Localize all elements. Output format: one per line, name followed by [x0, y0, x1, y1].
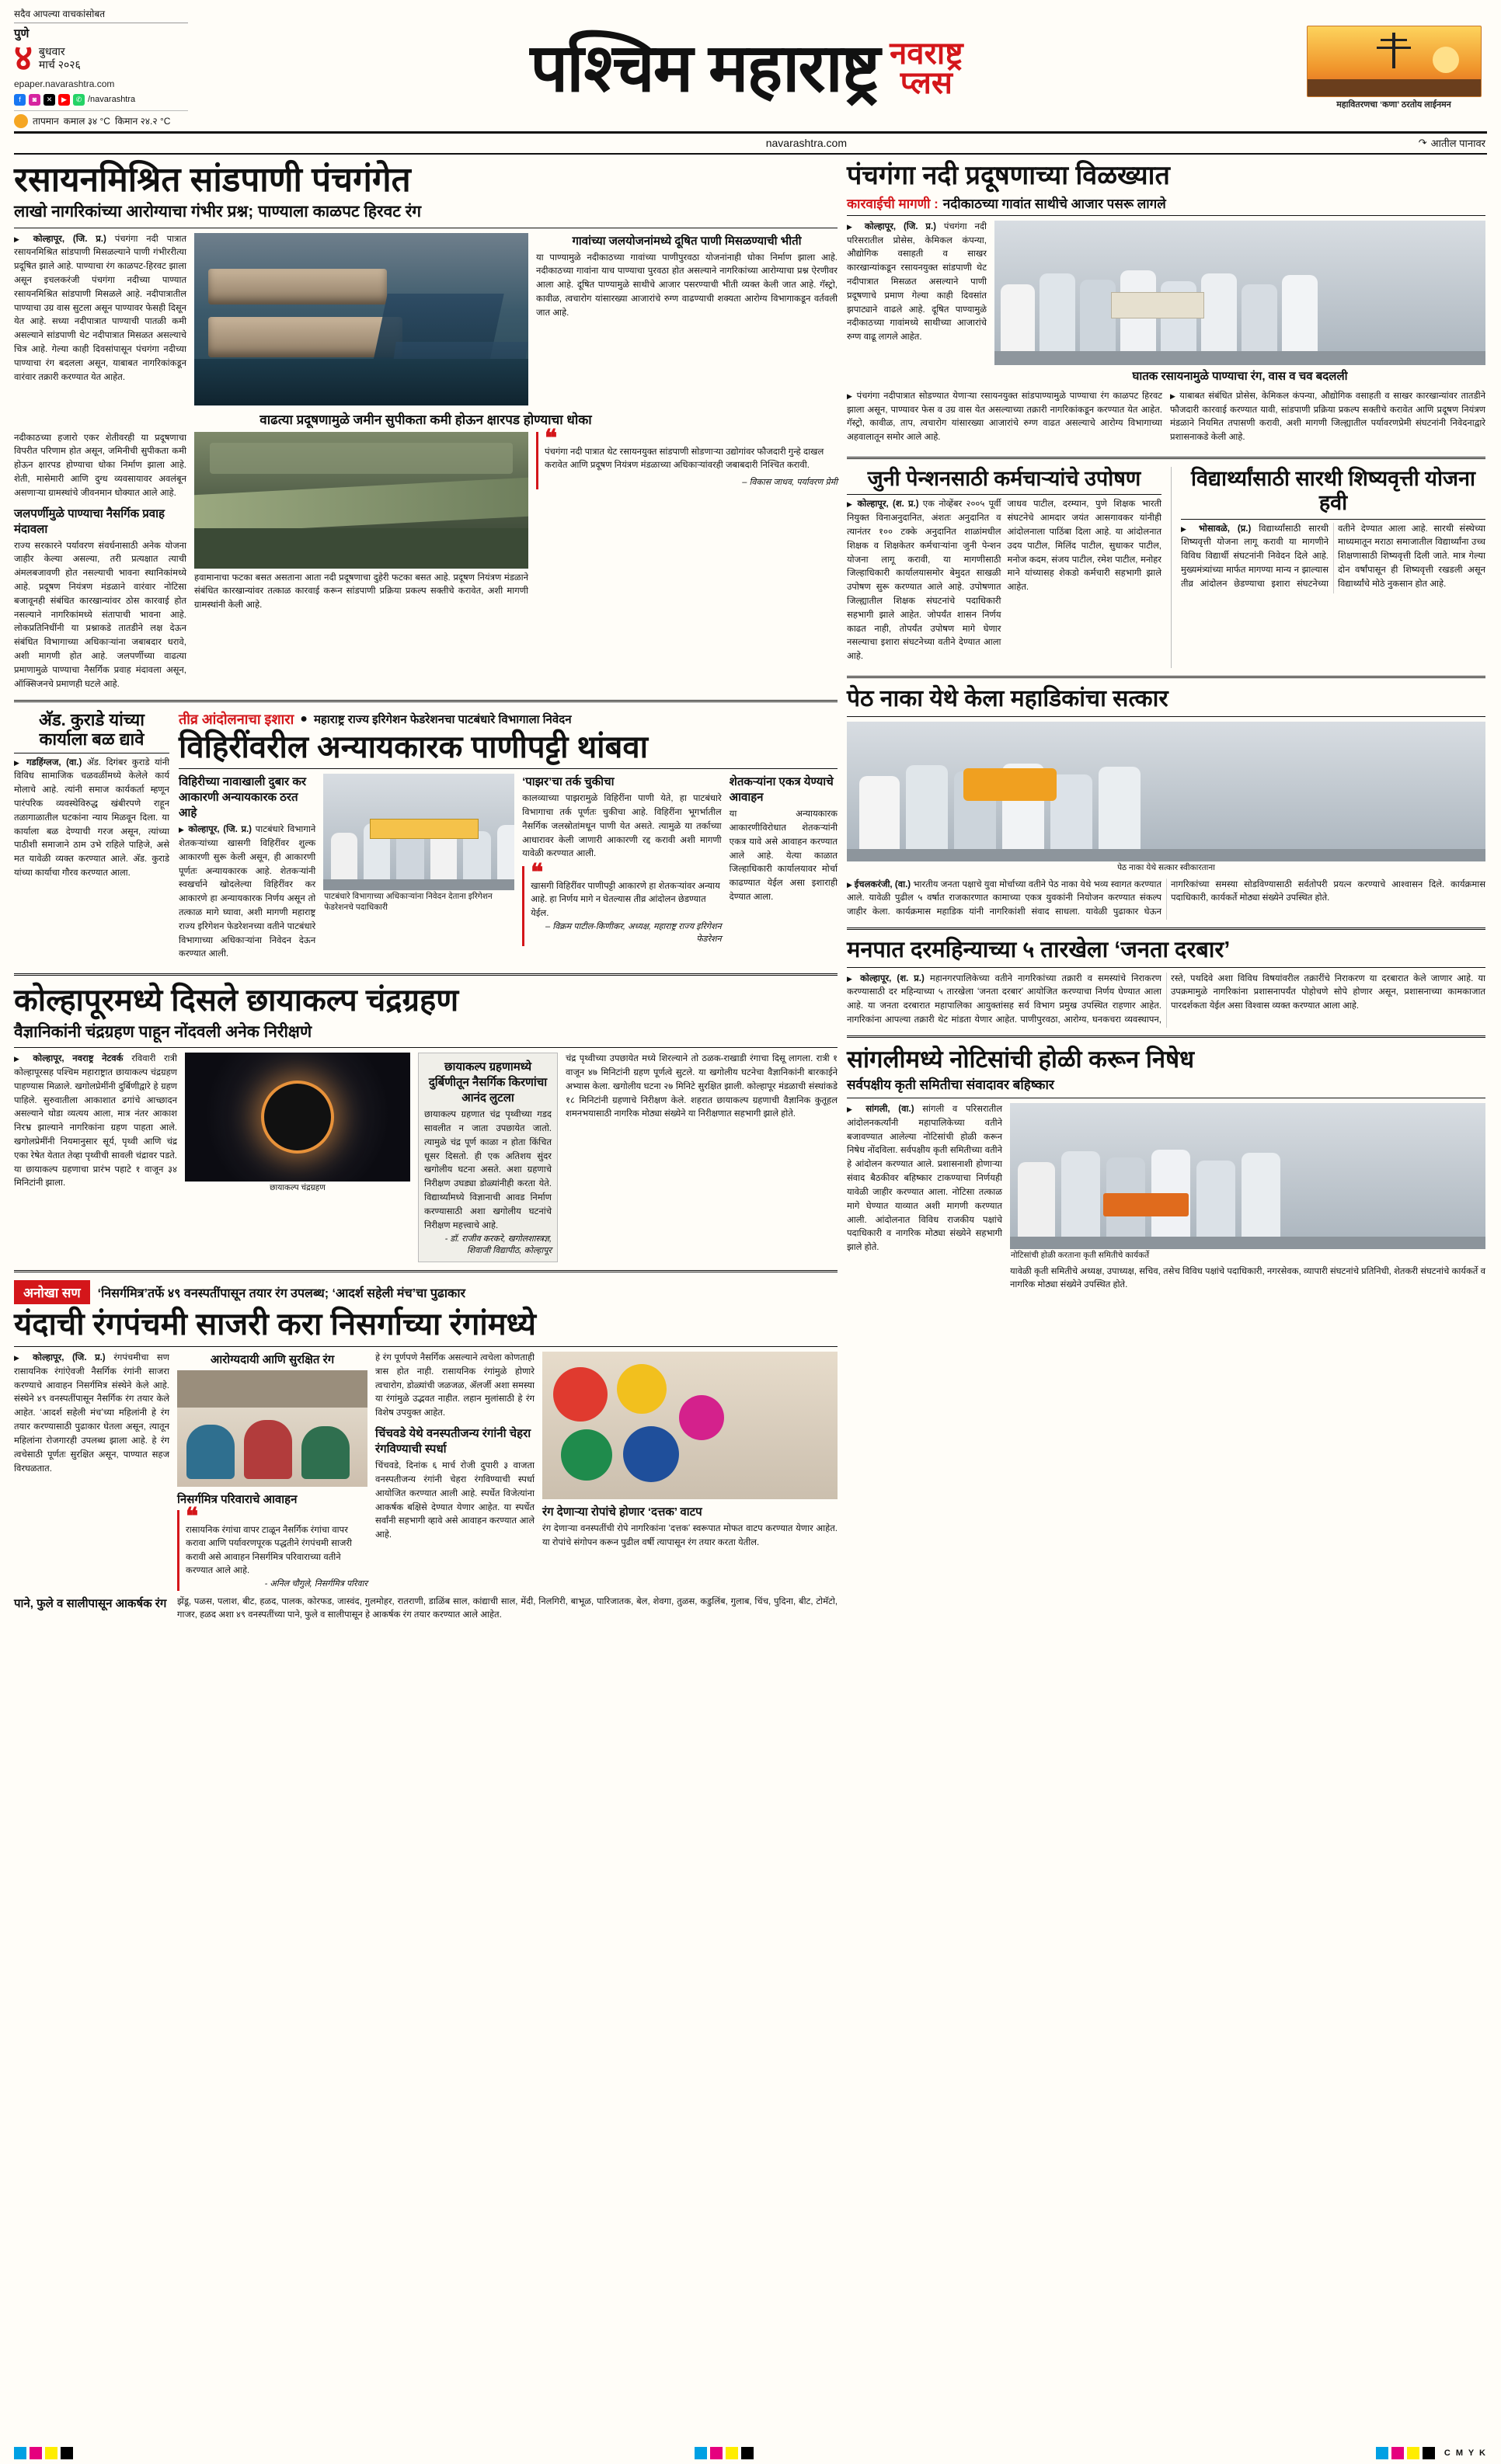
eclipse-subhead: वैज्ञानिकांनी चंद्रग्रहण पाहून नोंदवली अनेक निरीक्षणे: [14, 1022, 312, 1041]
panchganga-photo: [994, 221, 1485, 365]
wells-sub: विहिरीच्या नावाखाली दुबार कर आकारणी अन्यायकारक ठरत आहे: [179, 775, 306, 820]
whatsapp-icon[interactable]: ✆: [73, 94, 85, 106]
panchganga-dateline: कोल्हापूर, (जि. प्र.): [864, 221, 936, 231]
masthead-city: पुणे: [14, 27, 30, 41]
rangpanchami-sub2: निसर्गमित्र परिवाराचे आवाहन: [177, 1493, 298, 1506]
lead-col3: या पाण्यामुळे नदीकाठच्या गावांच्या पाणीपुरवठा योजनांनाही धोका निर्माण झाला आहे. नदीकाठच्या गावांना याच पाण्याचा पुरवठा होत असल्याने नागरिकांच्या आरोग्याचा प्रश्न ऐरणीवर आला आहे. दूषित पाण्यामुळे साथीचे आजार पसरण्याची भीती व्यक्त केली जात आहे. गॅस्ट्रो, कावीळ, त्वचारोग यांसारख्या आजारांचे रुग्ण वाढण्याची शक्यता आरोग्य विभागाकडून वर्तवली जात आहे.: [536, 252, 838, 318]
scholarship-story: [1171, 467, 1485, 668]
eclipse-box-by: - डॉ. राजीव करकरे, खगोलशास्त्रज्ञ, शिवाजी विद्यापीठ, कोल्हापूर: [444, 1234, 552, 1256]
rangpanchami-sub2-body: रासायनिक रंगांचा वापर टाळून नैसर्गिक रंगांचा वापर करावा आणि पर्यावरणपूरक पद्धतीने रंगपंचमी साजरी करावी असे आवाहन निसर्गमित्र परिवाराच्या वतीने करण्यात आले आहे.: [186, 1526, 353, 1575]
rangpanchami-sub4-body: चिंचवडे, दिनांक ६ मार्च रोजी दुपारी ३ वाजता वनस्पतीजन्य रंगांनी चेहरा रंगविण्याची स्पर्धा आयोजित करण्यात आली आहे. स्पर्धेत विजेत्यांना आकर्षक बक्षिसे देण्यात येणार आहेत. या स्पर्धेत सर्वांनी सहभागी व्हावे असे आवाहन करण्यात आले आहे.: [375, 1461, 535, 1540]
rangpanchami-band: अनोखा सण: [14, 1280, 90, 1304]
eclipse-photo: [185, 1053, 410, 1182]
registration-dots-center: [695, 2447, 754, 2459]
panchganga-subhead: नदीकाठच्या गावांत साथीचे आजार पसरू लागले: [942, 196, 1166, 211]
panchganga-bullet-2: याबाबत संबंधित प्रोसेस, केमिकल कंपन्या, औद्योगिक वसाहती व साखर कारखान्यांवर तातडीने फौजदारी कारवाई करण्यात यावी, सांडपाणी प्रक्रिया प्रकल्प सक्तीचे करावेत आणि प्रदूषण नियंत्रण मंडळाने नियमित तपासणी करावी, अशी मागणी जिल्ह्यातील पर्यावरणप्रेमी संघटनांनी निवेदनाद्वारे प्रशासनाकडे केली आहे.: [1170, 391, 1485, 443]
masthead-ad: [1301, 8, 1487, 128]
pethnaka-photo-caption: पेठ नाका येथे सत्कार स्वीकारताना: [1117, 862, 1215, 872]
rangpanchami-sub5: रंग देणाऱ्या रोपांचे होणार ‘दत्तक’ वाटप: [542, 1505, 702, 1519]
pension-dateline: कोल्हापूर, (श. प्र.): [857, 499, 919, 510]
rangpanchami-kicker: ‘निसर्गमित्र’तर्फे ४९ वनस्पतींपासून तयार रंग उपलब्ध; ‘आदर्श सहेली मंच’चा पुढाकार: [97, 1286, 466, 1300]
wells-quote-by: – विक्रम पाटील-किणीकर, अध्यक्ष, महाराष्ट्र राज्य इरिगेशन फेडरेशन: [545, 921, 722, 945]
wells-dateline: कोल्हापूर, (जि. प्र.): [188, 825, 252, 835]
masthead-plus-logo: [890, 36, 963, 100]
rangpanchami-sub2-by: - अनिल चौगुले, निसर्गमित्र परिवार: [264, 1579, 367, 1589]
page-title: पश्चिम महाराष्ट्र: [530, 30, 879, 106]
panchganga-headline: पंचगंगा नदी प्रदूषणाच्या विळख्यात: [847, 161, 1170, 191]
rangpanchami-sub4: चिंचवडे येथे वनस्पतीजन्य रंगांनी चेहरा रंगविण्याची स्पर्धा: [375, 1427, 531, 1456]
rangpanchami-dateline: कोल्हापूर, (जि. प्र.): [33, 1353, 106, 1363]
weather-strip: [14, 110, 188, 128]
lead-photo2-caption: नदीकाठच्या हजारो एकर शेतीवरही या प्रदूषणाचा विपरीत परिणाम होत असून, जमिनीची सुपीकता कमी होऊन क्षारपड होण्याचा धोका निर्माण झाला आहे. शेती, मासेमारी आणि दुग्ध व्यवसायावर अवलंबून असणाऱ्या ग्रामस्थांचे जीवनमान धोक्यात आले आहे.: [14, 433, 186, 498]
masthead-social-handle: /navarashtra: [88, 95, 136, 105]
panchganga-subhead-red: कारवाईची मागणी :: [847, 196, 939, 211]
rangpanchami-body: रंगपंचमीचा सण रासायनिक रंगांऐवजी नैसर्गिक रंगांनी साजरा करण्याचे आवाहन निसर्गमित्र संस्थेने केले आहे. संस्थेने ४९ वनस्पतींपासून नैसर्गिक रंग तयार केले आहेत. ‘आदर्श सहेली मंच’च्या महिलांनी हे रंग तयार करण्यासाठी पुढाकार घेतला असून, त्यातून महिलांना रोजगारही उपलब्ध झाला आहे. हे रंग त्वचेसाठी पूर्णतः सुरक्षित असून, पाण्यात सहज विरघळतात.: [14, 1353, 169, 1474]
wells-kicker-red: तीव्र आंदोलनाचा इशारा: [179, 711, 294, 727]
rangpanchami-sub3-body: झेंडू, पळस, पलाश, बीट, हळद, पालक, कोरफड, जास्वंद, गुलमोहर, रातराणी, डाळिंब साल, कांद्याची साल, मेंदी, निलगिरी, बाभूळ, पारिजातक, बेल, शेवगा, तुळस, कडुलिंब, गुलाब, चिंच, पुदिना, बीट, टोमॅटो, गाजर, हळद अशा ४९ वनस्पतींच्या पाने, फुले व सालीपासून हे आकर्षक रंग तयार करण्यात आले आहेत.: [177, 1596, 838, 1620]
eclipse-body: रविवारी रात्री कोल्हापूरसह पश्चिम महाराष्ट्रात छायाकल्प चंद्रग्रहण पाहण्यास मिळाले. खगोलप्रेमींनी दुर्बिणीद्वारे हे ग्रहण पाहिले. सुरुवातीला आकाशात ढगांचे आच्छादन असल्याने थोडा व्यत्यय आला, मात्र नंतर आकाश निरभ्र झाल्याने नागरिकांना ग्रहण पाहता आले. खगोलप्रेमींनी नियमानुसार सूर्य, पृथ्वी आणि चंद्र एका रेषेत येतात तेव्हा पृथ्वीची सावली चंद्रावर पडते. या छायाकल्प ग्रहणाचा प्रारंभ पहाटे १ वाजून ३४ मिनिटांनी झाला.: [14, 1054, 177, 1188]
masthead-inside-note[interactable]: ↷ आतील पानावर: [1418, 137, 1485, 150]
sangli-photo: [1010, 1103, 1485, 1249]
sangli-subhead: सर्वपक्षीय कृती समितीचा संवादावर बहिष्कार: [847, 1077, 1054, 1092]
masthead-social[interactable]: [14, 94, 188, 106]
lead-story: [14, 161, 838, 692]
janta-headline: मनपात दरमहिन्याच्या ५ तारखेला ‘जनता दरबार’: [847, 937, 1231, 962]
wells-box2-title: शेतकऱ्यांना एकत्र येण्याचे आवाहन: [729, 775, 834, 805]
arrow-icon: ↷: [1418, 137, 1427, 149]
masthead-epaper-url[interactable]: epaper.navarashtra.com: [14, 78, 115, 89]
panchganga-bullet-1: पंचगंगा नदीपात्रात सोडण्यात येणाऱ्या रसायनयुक्त सांडपाण्यामुळे पाण्याचा रंग काळपट हिरवट झाला असून, पाण्यावर फेस व उग्र वास येत असल्याच्या तक्रारी नागरिकांकडून करण्यात येत आहेत. गॅस्ट्रो, कावीळ, ताप, त्वचारोग यांसारख्या आजारांचे रुग्ण वाढत असल्याचे आरोग्य विभागाच्या अहवालातून समोर आले आहे.: [847, 391, 1163, 443]
wells-box1-title: ‘पाझर’चा तर्क चुकीचा: [522, 775, 615, 789]
pethnaka-dateline: ईचलकरंजी, (वा.): [854, 879, 911, 889]
facebook-icon[interactable]: f: [14, 94, 26, 106]
lead-col2-head: जलपर्णीमुळे पाण्याचा नैसर्गिक प्रवाह मंदावला: [14, 506, 165, 536]
panchganga-story: [847, 161, 1485, 449]
lead-subhead: लाखो नागरिकांच्या आरोग्याचा गंभीर प्रश्न; पाण्याला काळपट हिरवट रंग: [14, 203, 422, 221]
youtube-icon[interactable]: ▶: [58, 94, 70, 106]
weather-label: तापमान: [33, 115, 59, 127]
pension-names: जाधव पाटील, दरम्यान, पुणे शिक्षक भारती संघटनेचे आमदार जयंत आसगावकर यांनीही आंदोलनाला पाठिंबा दिला आहे. या आंदोलनात उदय पाटील, मिलिंद पाटील, सुधाकर पाटील, मनोज कदम, संजय पाटील, रमेश पाटील, मनोहर माने यांच्यासह शेकडो कर्मचारी सहभागी झाले आहेत.: [1007, 499, 1161, 593]
eclipse-dateline: कोल्हापूर, नवराष्ट्र नेटवर्क: [33, 1054, 124, 1064]
rangpanchami-sub1: आरोग्यदायी आणि सुरक्षित रंग: [210, 1353, 335, 1366]
lead-photo-2: [194, 432, 528, 569]
lead-photo3-caption: हवामानाचा फटका बसत असताना आता नदी प्रदूषणाचा दुहेरी फटका बसत आहे. प्रदूषण नियंत्रण मंडळाने संबंधित कारखान्यांवर तत्काळ कारवाई करून सांडपाणी प्रक्रिया प्रकल्प सक्तीचे करावेत, अशी मागणी ग्रामस्थांनी केली आहे.: [194, 572, 528, 611]
x-icon[interactable]: ✕: [44, 94, 55, 106]
masthead-ad-image: [1307, 26, 1482, 97]
kurade-story: [14, 710, 169, 966]
masthead-tagline: सदैव आपल्या वाचकांसोबत: [14, 8, 188, 23]
lead-col2-body: राज्य सरकारने पर्यावरण संवर्धनासाठी अनेक योजना जाहीर केल्या असल्या, तरी प्रत्यक्षात त्याची अंमलबजावणी होत नसल्याची भावना स्थानिकांमध्ये आहे. प्रदूषण नियंत्रण मंडळाने वारंवार नोटिसा बजावूनही संबंधित कारखान्यांवर ठोस कारवाई होत नसल्याने नागरिकांमध्ये संतापाची भावना आहे. लोकप्रतिनिधींनी या प्रश्नाकडे तातडीने लक्ष देऊन संबंधित विभागाच्या अधिकाऱ्यांना जबाबदार धरावे, अशी मागणी होत आहे. जलपर्णीच्या वाढत्या प्रमाणामुळे पाण्याचा नैसर्गिक प्रवाह मंदावला असून, ऑक्सिजनचे प्रमाणही घटले आहे.: [14, 541, 186, 689]
pension-body: एक नोव्हेंबर २००५ पूर्वी नियुक्त विनाअनुदानित, अंशतः अनुदानित व त्यानंतर १०० टक्के अनुदानित शाळांमधील शिक्षक व शिक्षकेतर कर्मचाऱ्यांना जुनी पेन्शन योजना लागू करावी, या मागणीसाठी जिल्हाधिकारी कार्यालयासमोर बेमुदत साखळी उपोषण सुरू करण्यात आले आहे. उपोषणात जिल्ह्यातील शिक्षक संघटनांचे पदाधिकारी सहभागी झाले आहेत. जोपर्यंत शासन निर्णय काढत नाही, तोपर्यंत उपोषण मागे घेणार नसल्याचा इशारा संघटनेच्या वतीने देण्यात आला आहे.: [847, 499, 1001, 662]
masthead-weekday: बुधवार: [38, 45, 65, 58]
instagram-icon[interactable]: ◙: [29, 94, 40, 106]
masthead-left: [14, 8, 193, 128]
kurade-body: अ‍ॅड. दिगंबर कुराडे यांनी विविध सामाजिक चळवळींमध्ये केलेले कार्य मोलाचे आहे. त्यांनी समाज कार्यकर्ता म्हणून पारंपरिक व्यवस्थेविरुद्ध खंबीरपणे राहून तळागाळातील घटकांना न्याय मिळवून दिला. या कार्याला बळ देण्याची गरज असून, त्यांच्या पाठीशी समाजाने ठाम उभे राहिले पाहिजे, असे मत यावेळी व्यक्त करण्यात आले. अ‍ॅड. कुराडे यांच्या कार्याचा गौरव करण्यात आला.: [14, 757, 170, 879]
eclipse-headline: कोल्हापूरमध्ये दिसले छायाकल्प चंद्रग्रहण: [14, 983, 459, 1018]
wells-kicker-black: महाराष्ट्र राज्य इरिगेशन फेडरेशनचा पाटबंधारे विभागाला निवेदन: [313, 712, 572, 726]
content-grid: [14, 161, 1487, 1623]
masthead-date: [14, 37, 188, 78]
page-footer: [14, 2447, 1487, 2459]
lead-headline: रसायनमिश्रित सांडपाणी पंचगंगेत: [14, 161, 411, 200]
scholarship-headline: विद्यार्थ्यांसाठी सारथी शिष्यवृत्ती योजना हवी: [1191, 467, 1475, 515]
lead-col1: पंचगंगा नदी पात्रात रसायनमिश्रित सांडपाणी मिसळल्याने पाणी गंभीररीत्या प्रदूषित झाले आहे. पाण्याचा रंग काळपट-हिरवट झाला असून इचलकरंजी पंचगंगा नदीच्या पाण्यात रसायनमिश्रित सांडपाणी मिसळले आहे. नदीपात्रातील पाण्याचा उग्र वास सुटला असून पाण्यावर फेसही दिसून येत आहे. सध्या नदीपात्रात पाण्याची पातळी कमी असल्याने सांडपाणी थेट नदीपात्रात मिसळत असल्याचे चित्र आहे. गेल्या काही दिवसांपासून पंचगंगा नदीच्या पाण्याचा रंग बदलला असून, याबाबत नागरिकांकडून वारंवार तक्रारी करण्यात येत आहेत.: [14, 234, 187, 382]
registration-dots-right: [1376, 2447, 1487, 2459]
masthead-day-number: ४: [14, 37, 33, 78]
wells-photo: [323, 774, 514, 890]
lead-quote: ❝ पंचगंगा नदी पात्रात थेट रसायनयुक्त सांडपाणी सोडणाऱ्या उद्योगांवर फौजदारी गुन्हे दाखल करावेत आणि प्रदूषण नियंत्रण मंडळाच्या अधिकाऱ्यांवरही जबाबदारी निश्चित करावी. – विकास जाधव, पर्यावरण प्रेमी: [536, 432, 838, 489]
scholarship-dateline: भोसावळे, (प्र.): [1198, 524, 1252, 534]
sun-icon: [14, 114, 28, 128]
rangpanchami-headline: यंदाची रंगपंचमी साजरी करा निसर्गाच्या रंगांमध्ये: [14, 1307, 536, 1342]
weather-max: कमाल ३४ °C: [63, 115, 110, 127]
wells-box1-body: कालव्याच्या पाझरामुळे विहिरींना पाणी येते, हा पाटबंधारे विभागाचा तर्क पूर्णतः चुकीचा आहे. विहिरींना भूगर्भातील नैसर्गिक जलस्रोतांमधून पाणी येत असते. त्यामुळे या तर्काच्या आधारावर केली जाणारी आकारणी रद्द करावी अशी मागणी यावेळी करण्यात आली.: [522, 794, 722, 859]
lead-dateline: कोल्हापूर, (जि. प्र.): [33, 234, 106, 244]
sangli-dateline: सांगली, (वा.): [865, 1105, 914, 1115]
pethnaka-headline: पेठ नाका येथे केला महाडिकांचा सत्कार: [847, 686, 1168, 712]
rangpanchami-sub5-body: रंग देणाऱ्या वनस्पतींची रोपे नागरिकांना ‘दत्तक’ स्वरूपात मोफत वाटप करण्यात येणार आहेत. या रोपांचे संगोपन करून पुढील वर्षी त्यापासून रंग तयार करता येतील.: [542, 1524, 838, 1547]
panchganga-photo-caption: घातक रसायनामुळे पाण्याचा रंग, वास व चव बदलली: [1132, 369, 1348, 383]
panchganga-body: पंचगंगा नदी परिसरातील प्रोसेस, केमिकल कंपन्या, औद्योगिक वसाहती व साखर कारखान्यांकडून रसायनयुक्त सांडपाणी थेट नदीपात्रात मिसळत असल्याने पाणी प्रदूषणाचे प्रमाण गेल्या काही दिवसांत झपाट्याने वाढले आहे. दूषित पाण्यामुळे नदीकाठच्या गावांमध्ये साथीच्या आजारांचे रुग्ण वाढू लागले आहेत.: [847, 221, 987, 343]
wells-box2-body: या अन्यायकारक आकारणीविरोधात शेतकऱ्यांनी एकत्र यावे असे आवाहन करण्यात आले आहे. येत्या काळात जिल्हाधिकारी कार्यालयावर मोर्चा काढण्यात येईल असा इशाराही देण्यात आला.: [729, 809, 838, 902]
pension-story: [847, 467, 1161, 668]
cmyk-label: C M Y K: [1444, 2448, 1487, 2458]
eclipse-box: [418, 1053, 558, 1262]
janta-body: महानगरपालिकेच्या वतीने नागरिकांच्या तक्रारी व समस्यांचे निराकरण करण्यासाठी दर महिन्याच्या ५ तारखेला ‘जनता दरबार’ आयोजित करण्याचा निर्णय घेण्यात आला आहे. या जनता दरबारात महापालिका आयुक्तांसह सर्व विभाग प्रमुख उपस्थित राहणार आहेत. नागरिकांना आपल्या तक्रारी थेट मांडता येणार आहेत. पाणीपुरवठा, आरोग्य, घनकचरा व्यवस्थापन, रस्ते, पथदिवे अशा विविध विषयांवरील तक्रारींचे निराकरण या दरबारात केले जाणार आहे. या उपक्रमामुळे नागरिकांना प्रशासनापर्यंत पोहोचणे सोपे होणार असून, प्रशासनाच्या कामकाजात पारदर्शकता येईल असा विश्वास व्यक्त करण्यात आला आहे.: [847, 973, 1485, 1025]
sangli-headline: सांगलीमध्ये नोटिसांची होळी करून निषेध: [847, 1045, 1195, 1073]
masthead-ad-caption: महावितरणचा ‘कणा’ ठरतोय लाईनमन: [1336, 100, 1451, 110]
pethnaka-story: [847, 686, 1485, 920]
masthead-month-year: मार्च २०२६: [38, 58, 81, 71]
eclipse-box-title: छायाकल्प ग्रहणामध्ये दुर्बिणीतून नैसर्गिक किरणांचा आनंद लुटला: [428, 1060, 548, 1105]
registration-dots-left: [14, 2447, 73, 2459]
pethnaka-body: भारतीय जनता पक्षाचे युवा मोर्चाच्या वतीने पेठ नाका येथे भव्य स्वागत करण्यात आले. यावेळी पुढील ५ वर्षात राजकारणात कामाच्या एकत्र युवकांनी नियोजन करण्यात संकल्प जाहीर केला. कार्यक्रमास महाडिक यांनी नागरिकांशी संवाद साधला. यावेळी पुढाकार घेऊन नागरिकांच्या समस्या सोडविण्यासाठी सर्वतोपरी प्रयत्न करण्याचे आश्वासन दिले. कार्यक्रमास पदाधिकारी, कार्यकर्ते मोठ्या संख्येने उपस्थित होते.: [847, 879, 1485, 917]
wells-headline: विहिरींवरील अन्यायकारक पाणीपट्टी थांबवा: [179, 729, 648, 764]
masthead-plus-line2: प्लस: [900, 65, 952, 100]
scholarship-body: विद्यार्थ्यांसाठी सारथी शिष्यवृत्ती योजना लागू करावी या मागणीने विविध विद्यार्थी संघटनांनी निवेदन दिले आहे. मुख्यमंत्र्यांच्या मार्फत मागण्या मान्य न झाल्यास तीव्र आंदोलन छेडण्याचा इशारा संघटनेच्या वतीने देण्यात आला आहे. सारथी संस्थेच्या माध्यमातून मराठा समाजातील विद्यार्थ्यांना उच्च शिक्षणासाठी शिष्यवृत्ती दिली जाते. मात्र गेल्या दोन वर्षांपासून ही शिष्यवृत्ती रखडली असून विद्यार्थ्यांचे मोठे नुकसान होत आहे.: [1181, 524, 1485, 589]
rangpanchami-story: अनोखा सण ‘निसर्गमित्र’तर्फे ४९ वनस्पतींपासून तयार रंग उपलब्ध; ‘आदर्श सहेली मंच’चा पुढाकार यंदाची रंगपंचमी साजरी करा निसर्गाच्या रंगांमध्ये ▶ कोल्हापूर, (जि. प्र.) रंगपंचमीचा सण रासायनिक रंगांऐवजी नैसर्गिक रंगांनी साजरा करण्याचे आवाहन निसर्गमित्र संस्थेने केले आहे. संस्थेने ४९ वनस्पतींपासून नैसर्गिक रंग तयार केले आहेत. ‘आदर्श सहेली मंच’च्या महिलांनी हे रंग तयार करण्यासाठी पुढाकार घेतला असून, त्यातून महिलांना रोजगारही उपलब्ध झाला आहे. हे रंग त्वचेसाठी पूर्णतः सुरक्षित असून, पाण्यात सहज विरघळतात. आरोग्यदायी आणि सुरक्षित रंग निसर्गमित्र परिवाराचे आवाहन ❝ रासायनिक रंगांचा वापर टाळून नैसर्गिक रंगांचा वापर करावा आणि पर्यावरणपूरक पद्धतीने रंगपंचमी साजरी करावी असे आवाहन निसर्गमित्र परिवाराच्या वतीने करण्यात आले आहे. - अनिल चौगुले, निसर्गमित्र परिवार हे रंग पूर्णपणे नैसर्गिक असल्याने त्वचेला कोणताही त्रास होत नाही. रासायनिक रंगांमुळे होणारे त्वचारोग, डोळ्यांची जळजळ, ॲलर्जी अशा समस्या या रंगांमुळे उद्भवत नाहीत. लहान मुलांसाठी हे रंग विशेष उपयुक्त आहेत. चिंचवडे येथे वनस्पतीजन्य रंगांनी चेहरा रंगविण्याची स्पर्धा चिंचवडे, दिनांक ६ मार्च रोजी दुपारी ३ वाजता वनस्पतीजन्य रंगांनी चेहरा रंगविण्याची स्पर्धा आयोजित करण्यात आली आहे. स्पर्धेत विजेत्यांना आकर्षक बक्षिसे देण्यात येणार आहेत. या स्पर्धेत सर्वांनी सहभागी व्हावे असे आवाहन करण्यात आले आहे. रंग देणाऱ्या रोपांचे होणार ‘दत्तक’ वाटप रंग देणाऱ्या वनस्पतींची रोपे नागरिकांना ‘दत्तक’ स्वरूपात मोफत वाटप करण्यात येणार आहेत. या रोपांचे संगोपन करून पुढील वर्षी त्यापासून रंग तयार करता येतील. पाने, फुले व सालीपासून आकर्षक रंग झेंडू, पळस, पलाश, बीट, हळद, पालक, कोरफड, जास्वंद, गुलमोहर, रातराणी, डाळिंब साल, कांद्याची साल, मेंदी, निलगिरी, बाभूळ, पारिजातक, बेल, शेवगा, तुळस, कडुलिंब, गुलाब, चिंच, पुदिना, बीट, टोमॅटो, गाजर, हळद अशा ४९ वनस्पतींच्या पाने, फुले व सालीपासून हे आकर्षक रंग तयार करण्यात आले आहेत.: [14, 1280, 838, 1623]
kurade-headline: अ‍ॅड. कुराडे यांच्या कार्याला बळ द्यावे: [39, 709, 145, 750]
masthead-title-area: [193, 8, 1301, 128]
lead-photo1-caption: वाढत्या प्रदूषणामुळे जमीन सुपीकता कमी होऊन क्षारपड होण्याचा धोका: [259, 412, 592, 427]
second-block: [14, 710, 838, 966]
pension-scholarship-block: [847, 467, 1485, 668]
masthead: [14, 8, 1487, 134]
rangpanchami-sub3: पाने, फुले व सालीपासून आकर्षक रंग: [14, 1596, 167, 1610]
rangpanchami-photo-1: [177, 1370, 367, 1487]
rangpanchami-photo-2: [542, 1352, 838, 1499]
janta-story: [847, 938, 1485, 1028]
eclipse-box-body: छायाकल्प ग्रहणात चंद्र पृथ्वीच्या गडद सावलीत न जाता उपछायेत जातो. त्यामुळे चंद्र पूर्ण काळा न होता किंचित धूसर दिसतो. ही एक अतिशय सुंदर खगोलीय घटना असते. अशा ग्रहणाचे निरीक्षण उघड्या डोळ्यांनीही करता येते. विद्यार्थ्यांमध्ये विज्ञानाची आवड निर्माण करण्यासाठी अशा खगोलीय घटनांचे निरीक्षण महत्त्वाचे आहे.: [424, 1110, 552, 1230]
wells-body: पाटबंधारे विभागाने शेतकऱ्यांच्या खासगी विहिरींवर शुल्क आकारणी सुरू केली असून, ही आकारणी पूर्णतः अन्यायकारक आहे. शेतकऱ्यांनी स्वखर्चाने खोदलेल्या विहिरींवर कर आकारणे हा अन्यायकारक निर्णय असून तो तत्काळ मागे घ्यावा, अशी मागणी महाराष्ट्र राज्य इरिगेशन फेडरेशनच्या वतीने पाटबंधारे विभागाच्या अधिकाऱ्यांना निवेदन देऊन करण्यात आली.: [179, 825, 316, 959]
lead-photo: [194, 233, 528, 405]
masthead-plus-line1: नवराष्ट्र: [890, 36, 963, 71]
sangli-names: यावेळी कृती समितीचे अध्यक्ष, उपाध्यक्ष, सचिव, तसेच विविध पक्षांचे पदाधिकारी, नगरसेवक, व्यापारी संघटनांचे प्रतिनिधी, शेतकरी संघटनांचे कार्यकर्ते व नागरिक मोठ्या संख्येने उपस्थित होते.: [1010, 1266, 1485, 1290]
janta-dateline: कोल्हापूर, (श. प्र.): [860, 973, 925, 983]
eclipse-story: [14, 983, 838, 1262]
sangli-story: [847, 1046, 1485, 1293]
sangli-body: सांगली व परिसरातील आंदोलनकर्त्यांनी महापालिकेच्या वतीने बजावण्यात आलेल्या नोटिसांची होळी करून निषेध नोंदविला. सर्वपक्षीय कृती समितीच्या वतीने हे आंदोलन करण्यात आले. प्रशासनाशी होणाऱ्या संवाद बैठकीवर बहिष्कार टाकण्याचा निर्णयही यावेळी जाहीर करण्यात आला. नोटिसा तत्काळ मागे घेण्यात याव्यात अशी मागणी करण्यात आली. आंदोलनात विविध राजकीय पक्षांचे पदाधिकारी व नागरिक मोठ्या संख्येने सहभागी झाले होते.: [847, 1105, 1002, 1253]
right-column: [847, 161, 1485, 1623]
sangli-photo-caption: नोटिसांची होळी करताना कृती समितीचे कार्यकर्ते: [1011, 1251, 1150, 1261]
pethnaka-photo: [847, 722, 1485, 861]
lead-col3-head: गावांच्या जलयोजनांमध्ये दूषित पाणी मिसळण्याची भीती: [572, 234, 802, 248]
masthead-bar: [14, 134, 1487, 155]
left-column: [14, 161, 838, 1623]
eclipse-photo-caption: छायाकल्प चंद्रग्रहण: [270, 1183, 326, 1193]
kurade-dateline: गडहिंग्लज, (वा.): [26, 757, 87, 767]
pension-headline: जुनी पेन्शनसाठी कर्मचाऱ्यांचे उपोषण: [867, 467, 1141, 491]
weather-min: किमान २४.२ °C: [114, 115, 171, 127]
masthead-site[interactable]: navarashtra.com: [765, 137, 847, 150]
eclipse-col2: चंद्र पृथ्वीच्या उपछायेत मध्ये शिरल्याने तो ठळक-राखाडी रंगाचा दिसू लागला. रात्री १ वाजून ४७ मिनिटांनी ग्रहण पूर्णत्वे सुटले. या खगोलीय घटनेचा वैज्ञानिकांनी बारकाईने अभ्यास केला. खगोलीय घटना २७ मिनिटे सुरक्षित झाली. कोल्हापूर मंडळाची संस्थांकडे १८ मिनिटांनी ग्रहणाचे निरीक्षण केले. शहरात छायाकल्प ग्रहणाची वैज्ञानिक कुतूहल शमनभयासाठी नागरिक मोठ्या संख्येने या निरीक्षणात सहभागी झाले होते.: [566, 1054, 838, 1119]
wells-story: तीव्र आंदोलनाचा इशारा ● महाराष्ट्र राज्य इरिगेशन फेडरेशनचा पाटबंधारे विभागाला निवेदन विहिरींवरील अन्यायकारक पाणीपट्टी थांबवा विहिरीच्या नावाखाली दुबार कर आकारणी अन्यायकारक ठरत आहे ▶ कोल्हापूर, (जि. प्र.) पाटबंधारे विभागाने शेतकऱ्यांच्या खासगी विहिरींवर शुल्क आकारणी सुरू केली असून, ही आकारणी पूर्णतः अन्यायकारक आहे. शेतकऱ्यांनी स्वखर्चाने खोदलेल्या विहिरींवर कर आकारणे हा अन्यायकारक निर्णय असून तो तत्काळ मागे घ्यावा, अशी मागणी महाराष्ट्र राज्य इरिगेशन फेडरेशनच्या वतीने पाटबंधारे विभागाच्या अधिकाऱ्यांना निवेदन देऊन करण्यात आली. पाटबंधारे विभागाच्या अधिकाऱ्यांना निवेदन देताना इरिगेशन फेडरेशनचे पदाधिकारी ‘पाझर’चा तर्क चुकीचा कालव्याच्या पाझरामुळे विहिरींना पाणी येते, हा पाटबंधारे विभागाचा तर्क पूर्णतः चुकीचा आहे. विहिरींना भूगर्भातील नैसर्गिक जलस्रोतांमधून पाणी येत असते. त्यामुळे या तर्काच्या आधारावर केली जाणारी आकारणी रद्द करावी अशी मागणी यावेळी करण्यात आली. ❝ खासगी विहिरींवर पाणीपट्टी आकारणे हा शेतकऱ्यांवर अन्याय आहे. हा निर्णय मागे न घेतल्यास तीव्र आंदोलन छेडण्यात येईल. – विक्रम पाटील-किणीकर, अध्यक्ष, महाराष्ट्र राज्य इरिगेशन फेडरेशन शेतकऱ्यांना एकत्र येण्याचे आवाहन या अन्यायकारक आकारणीविरोधात शेतकऱ्यांनी एकत्र यावे असे आवाहन करण्यात आले आहे. येत्या काळात जिल्हाधिकारी कार्यालयावर मोर्चा काढण्यात येईल असा इशाराही देण्यात आला.: [179, 710, 838, 966]
wells-quote: खासगी विहिरींवर पाणीपट्टी आकारणे हा शेतकऱ्यांवर अन्याय आहे. हा निर्णय मागे न घेतल्यास तीव्र आंदोलन छेडण्यात येईल.: [531, 882, 720, 918]
rangpanchami-sub1-body: हे रंग पूर्णपणे नैसर्गिक असल्याने त्वचेला कोणताही त्रास होत नाही. रासायनिक रंगांमुळे होणारे त्वचारोग, डोळ्यांची जळजळ, ॲलर्जी अशा समस्या या रंगांमुळे उद्भवत नाहीत. लहान मुलांसाठी हे रंग विशेष उपयुक्त आहेत.: [375, 1353, 535, 1418]
wells-photo-caption: पाटबंधारे विभागाच्या अधिकाऱ्यांना निवेदन देताना इरिगेशन फेडरेशनचे पदाधिकारी: [324, 892, 493, 912]
